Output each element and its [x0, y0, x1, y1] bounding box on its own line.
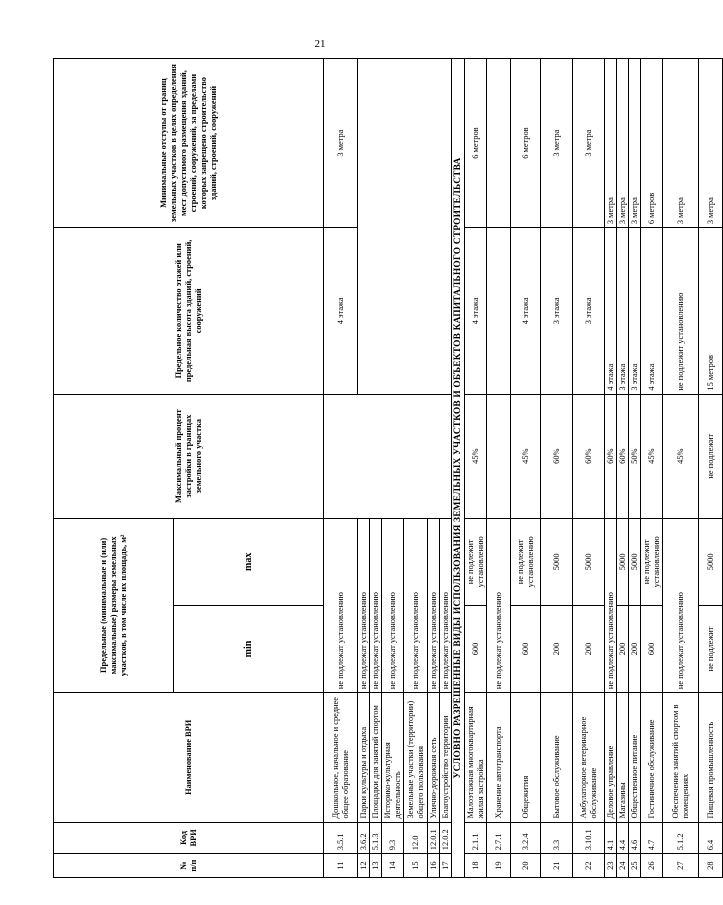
cell-num: 17: [440, 854, 452, 878]
regulations-table: [53, 58, 723, 878]
col-header-num: № п/п: [54, 854, 324, 878]
cell-num: 20: [511, 854, 541, 878]
cell-name: Благоустройство территории: [440, 693, 452, 822]
table-row: [605, 59, 617, 878]
cell-max: не подлежит установлению: [511, 518, 541, 605]
cell-min: 200: [617, 605, 629, 692]
cell-setback: 3 метра: [699, 59, 723, 228]
cell-name: Парки культуры и отдыха: [358, 693, 370, 822]
cell-name: Бытовое обслуживание: [541, 693, 573, 822]
cell-num: 12: [358, 854, 370, 878]
cell-num: 27: [663, 854, 699, 878]
cell-num: 19: [487, 854, 511, 878]
cell-name: Пищевая промышленность: [699, 693, 723, 822]
cell-code: 3.10.1: [573, 822, 605, 854]
cell-name: Улично-дорожная сеть: [428, 693, 440, 822]
cell-num: 14: [382, 854, 404, 878]
cell-empty-block: [358, 59, 452, 395]
cell-code: 12.0.2: [440, 822, 452, 854]
cell-floors: 4 этажа: [465, 228, 487, 394]
cell-area-merged: не подлежат установлению: [487, 518, 511, 692]
cell-name: Хранение автотранспорта: [487, 693, 511, 822]
cell-max: 5000: [573, 518, 605, 605]
cell-code: 9.3: [382, 822, 404, 854]
cell-max: 5000: [629, 518, 641, 605]
table-row: [641, 59, 663, 878]
cell-area-merged: не подлежат установлению: [382, 518, 404, 692]
cell-setback: 3 метра: [573, 59, 605, 228]
cell-setback: 6 метров: [511, 59, 541, 228]
cell-max: 5000: [617, 518, 629, 605]
cell-name: Амбулаторное ветеринарное обслуживание: [573, 693, 605, 822]
col-header-floors: Предельное количество этажей или предельная высота зданий, строений, сооружений: [54, 228, 324, 394]
cell-percent: 60%: [605, 394, 617, 518]
cell-num: 13: [370, 854, 382, 878]
cell-floors: не подлежит установлению: [663, 228, 699, 394]
cell-name: Земельные участки (территории) общего пользования: [404, 693, 428, 822]
table-row: [699, 59, 723, 878]
rotated-table-container: [53, 58, 715, 878]
cell-code: 3.5.1: [324, 822, 358, 854]
cell-setback: [487, 59, 511, 228]
cell-floors: 4 этажа: [641, 228, 663, 394]
cell-area-merged: не подлежат установлению: [370, 518, 382, 692]
cell-percent: 45%: [465, 394, 487, 518]
cell-num: 22: [573, 854, 605, 878]
cell-percent: 60%: [541, 394, 573, 518]
cell-max: не подлежит установлению: [641, 518, 663, 605]
cell-code: 3.6.2: [358, 822, 370, 854]
cell-area-merged: не подлежат установлению: [605, 518, 617, 692]
col-header-code: Код ВРИ: [54, 822, 324, 854]
cell-floors: 3 этажа: [541, 228, 573, 394]
cell-code: 12.0: [404, 822, 428, 854]
cell-name: Гостиничное обслуживание: [641, 693, 663, 822]
table-row: [629, 59, 641, 878]
cell-floors: 3 этажа: [629, 228, 641, 394]
table-row: [465, 59, 487, 878]
table-row: [663, 59, 699, 878]
cell-num: 23: [605, 854, 617, 878]
cell-max: 5000: [699, 518, 723, 605]
cell-percent: 50%: [629, 394, 641, 518]
cell-floors: 4 этажа: [605, 228, 617, 394]
cell-num: 16: [428, 854, 440, 878]
cell-num: 25: [629, 854, 641, 878]
table-row: [324, 59, 358, 878]
cell-code: 12.0.1: [428, 822, 440, 854]
cell-code: 2.7.1: [487, 822, 511, 854]
cell-setback: 3 метра: [617, 59, 629, 228]
cell-code: 4.1: [605, 822, 617, 854]
cell-name: Историко-культурная деятельность: [382, 693, 404, 822]
cell-name: Обеспечение занятий спортом в помещениях: [663, 693, 699, 822]
cell-max: не подлежит установлению: [465, 518, 487, 605]
page-number: 21: [314, 38, 326, 50]
cell-percent: не подлежит: [699, 394, 723, 518]
cell-code: 5.1.2: [663, 822, 699, 854]
header-row: [54, 59, 174, 878]
table-row: [617, 59, 629, 878]
cell-code: 4.6: [629, 822, 641, 854]
cell-percent: [324, 394, 452, 518]
cell-min: 600: [641, 605, 663, 692]
col-header-name: Наименование ВРИ: [54, 693, 324, 822]
cell-floors: 3 этажа: [573, 228, 605, 394]
col-header-setback: Минимальные отступы от границ земельных участков в целях определения мест допустимого размещения зданий, строений, сооружений, за пределами которых запрещено строительство зданий, строений, сооружений: [54, 59, 324, 228]
cell-num: 18: [465, 854, 487, 878]
table-row: [487, 59, 511, 878]
cell-floors: 3 этажа: [617, 228, 629, 394]
cell-area-merged: не подлежат установлению: [428, 518, 440, 692]
cell-percent: 60%: [573, 394, 605, 518]
cell-percent: 45%: [511, 394, 541, 518]
cell-min: 600: [511, 605, 541, 692]
cell-code: 5.1.3: [370, 822, 382, 854]
cell-setback: 3 метра: [605, 59, 617, 228]
cell-code: 4.4: [617, 822, 629, 854]
section-title: УСЛОВНО РАЗРЕШЕННЫЕ ВИДЫ ИСПОЛЬЗОВАНИЯ ЗЕМЕЛЬНЫХ УЧАСТКОВ И ОБЪЕКТОВ КАПИТАЛЬНОГО СТРОИТЕЛЬСТВА: [452, 59, 465, 878]
cell-area-merged: не подлежат установлению: [358, 518, 370, 692]
cell-min: 200: [573, 605, 605, 692]
cell-code: 4.7: [641, 822, 663, 854]
cell-percent: 45%: [641, 394, 663, 518]
cell-num: 11: [324, 854, 358, 878]
cell-area-merged: не подлежат установлению: [663, 518, 699, 692]
cell-area-merged: не подлежат установлению: [324, 518, 358, 692]
cell-max: 5000: [541, 518, 573, 605]
section-row: [452, 59, 465, 878]
cell-floors: 15 метров: [699, 228, 723, 394]
cell-percent: [487, 394, 511, 518]
col-header-min: min: [174, 605, 324, 692]
cell-percent: 60%: [617, 394, 629, 518]
col-header-percent: Максимальный процент застройки в границах земельного участка: [54, 394, 324, 518]
cell-code: 2.1.1: [465, 822, 487, 854]
table-row: [511, 59, 541, 878]
cell-min: 200: [541, 605, 573, 692]
cell-num: 24: [617, 854, 629, 878]
cell-percent: 45%: [663, 394, 699, 518]
cell-min: 200: [629, 605, 641, 692]
table-row: [573, 59, 605, 878]
cell-code: 6.4: [699, 822, 723, 854]
cell-code: 3.3: [541, 822, 573, 854]
cell-name: Общежития: [511, 693, 541, 822]
cell-floors: 4 этажа: [511, 228, 541, 394]
cell-name: Площадки для занятий спортом: [370, 693, 382, 822]
cell-name: Малоэтажная многоквартирная жилая застройка: [465, 693, 487, 822]
cell-setback: 3 метра: [324, 59, 358, 228]
cell-min: 600: [465, 605, 487, 692]
col-header-max: max: [174, 518, 324, 605]
cell-num: 26: [641, 854, 663, 878]
table-row: [541, 59, 573, 878]
cell-num: 15: [404, 854, 428, 878]
cell-num: 21: [541, 854, 573, 878]
cell-min: не подлежит: [699, 605, 723, 692]
cell-name: Общественное питание: [629, 693, 641, 822]
col-header-area: Предельные (минимальные и (или) максимальные) размеры земельных участков, в том числе их площадь, м²: [54, 518, 174, 692]
cell-area-merged: не подлежат установлению: [440, 518, 452, 692]
cell-name: Деловое управление: [605, 693, 617, 822]
cell-name: Магазины: [617, 693, 629, 822]
cell-floors: [487, 228, 511, 394]
cell-num: 28: [699, 854, 723, 878]
cell-area-merged: не подлежат установлению: [404, 518, 428, 692]
cell-floors: 4 этажа: [324, 228, 358, 394]
cell-setback: 6 метров: [465, 59, 487, 228]
cell-setback: 3 метра: [541, 59, 573, 228]
table-body: [324, 59, 723, 878]
cell-name: Дошкольное, начальное и среднее общее образование: [324, 693, 358, 822]
cell-setback: 3 метра: [663, 59, 699, 228]
cell-setback: 6 метров: [641, 59, 663, 228]
cell-setback: 3 метра: [629, 59, 641, 228]
cell-code: 3.2.4: [511, 822, 541, 854]
